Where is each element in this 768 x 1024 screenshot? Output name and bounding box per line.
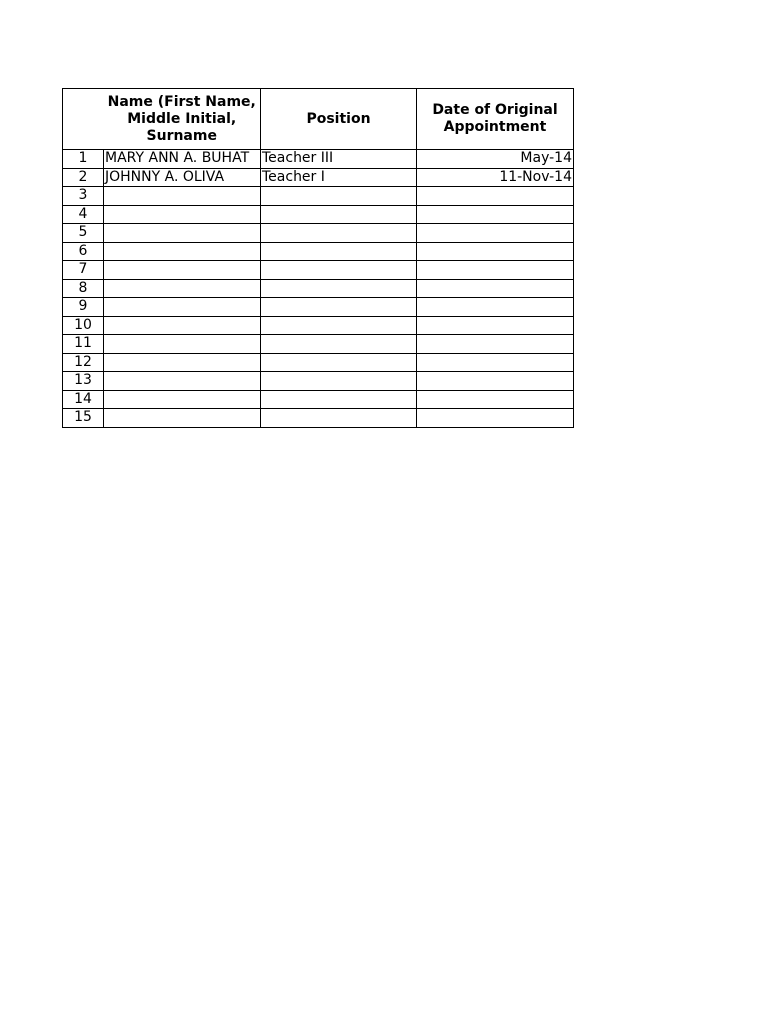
date-cell: 11-Nov-14 (417, 168, 574, 187)
table-row (63, 335, 574, 354)
table-body (63, 150, 574, 428)
name-cell (104, 316, 261, 335)
date-cell (417, 187, 574, 206)
table-row (63, 150, 574, 169)
name-cell (104, 372, 261, 391)
table-row (63, 298, 574, 317)
row-number: 2 (63, 168, 104, 187)
row-number: 3 (63, 187, 104, 206)
position-cell (261, 372, 417, 391)
table-row (63, 316, 574, 335)
name-cell: JOHNNY A. OLIVA (104, 168, 261, 187)
position-cell (261, 205, 417, 224)
position-cell (261, 279, 417, 298)
column-header-date: Date of Original Appointment (417, 89, 574, 150)
date-cell (417, 261, 574, 280)
date-cell (417, 390, 574, 409)
row-number: 8 (63, 279, 104, 298)
name-cell (104, 298, 261, 317)
table-row (63, 279, 574, 298)
table-row (63, 205, 574, 224)
name-cell (104, 187, 261, 206)
personnel-table (62, 88, 574, 428)
position-cell (261, 224, 417, 243)
name-cell (104, 279, 261, 298)
date-cell: May-14 (417, 150, 574, 169)
name-cell: MARY ANN A. BUHAT (104, 150, 261, 169)
position-cell (261, 390, 417, 409)
date-cell (417, 205, 574, 224)
date-cell (417, 372, 574, 391)
row-number: 11 (63, 335, 104, 354)
date-cell (417, 335, 574, 354)
row-number: 13 (63, 372, 104, 391)
row-number: 14 (63, 390, 104, 409)
row-number: 1 (63, 150, 104, 169)
name-cell (104, 205, 261, 224)
name-cell (104, 224, 261, 243)
row-number: 12 (63, 353, 104, 372)
name-cell (104, 242, 261, 261)
column-header-name: Name (First Name, Middle Initial, Surname (104, 89, 261, 150)
name-cell (104, 261, 261, 280)
position-cell (261, 335, 417, 354)
table-row (63, 261, 574, 280)
table-row (63, 242, 574, 261)
position-cell (261, 187, 417, 206)
position-cell: Teacher III (261, 150, 417, 169)
name-cell (104, 390, 261, 409)
row-number: 9 (63, 298, 104, 317)
table-row (63, 372, 574, 391)
table-row (63, 390, 574, 409)
row-number: 4 (63, 205, 104, 224)
row-number: 10 (63, 316, 104, 335)
position-cell (261, 261, 417, 280)
row-number: 7 (63, 261, 104, 280)
column-header-position: Position (261, 89, 417, 150)
row-number: 6 (63, 242, 104, 261)
date-cell (417, 409, 574, 428)
position-cell: Teacher I (261, 168, 417, 187)
name-cell (104, 353, 261, 372)
position-cell (261, 242, 417, 261)
table-row (63, 224, 574, 243)
table-row (63, 353, 574, 372)
column-header-number (63, 89, 104, 150)
row-number: 5 (63, 224, 104, 243)
position-cell (261, 409, 417, 428)
position-cell (261, 316, 417, 335)
date-cell (417, 353, 574, 372)
row-number: 15 (63, 409, 104, 428)
date-cell (417, 298, 574, 317)
date-cell (417, 224, 574, 243)
name-cell (104, 335, 261, 354)
date-cell (417, 316, 574, 335)
date-cell (417, 279, 574, 298)
table-row (63, 409, 574, 428)
table-header-row (63, 89, 574, 150)
table-row (63, 168, 574, 187)
table-row (63, 187, 574, 206)
date-cell (417, 242, 574, 261)
name-cell (104, 409, 261, 428)
position-cell (261, 298, 417, 317)
position-cell (261, 353, 417, 372)
